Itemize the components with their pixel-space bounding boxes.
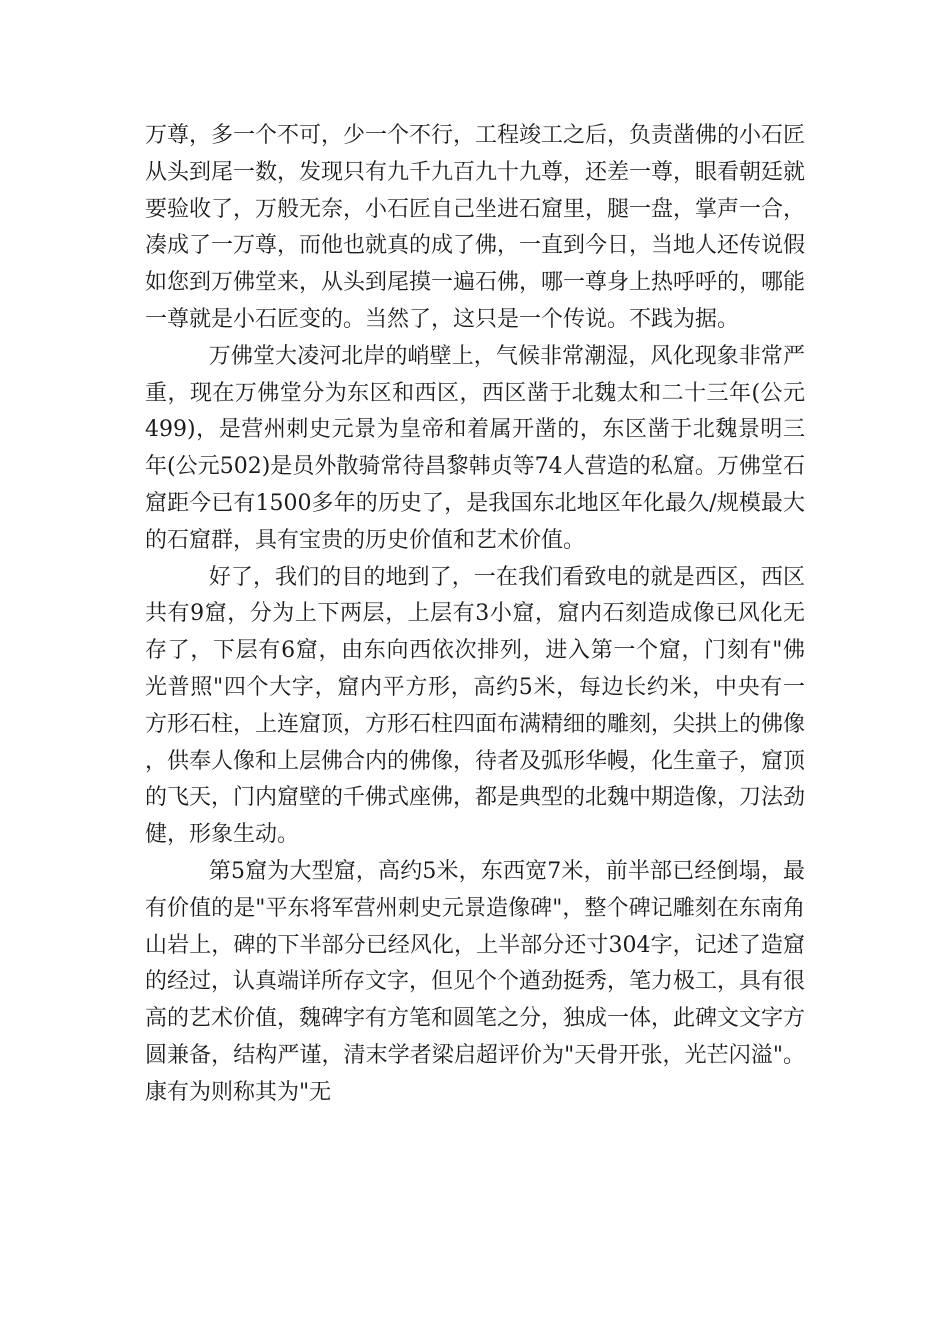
paragraph-west-district: 好了，我们的目的地到了，一在我们看致电的就是西区，西区共有9窟，分为上下两层，上层有3小窟，窟内石刻造成像已风化无存了，下层有6窟，由东向西依次排列，进入第一个窟，门刻有"佛光普照"四个大字，窟内平方形，高约5米，每边长约米，中央有一方形石柱，上连窟顶，方形石柱四面布满精细的雕刻，尖拱上的佛像，供奉人像和上层佛合内的佛像，待者及弧形华幔，化生童子，窟顶的飞天，门内窟壁的千佛式座佛，都是典型的北魏中期造像，刀法劲健，形象生动。 <box>145 564 806 848</box>
paragraph-cave-five-stele: 第5窟为大型窟，高约5米，东西宽7米，前半部已经倒塌，最有价值的是"平东将军营州刺史元景造像碑"，整个碑记雕刻在东南角山岩上，碑的下半部分已经风化，上半部分还寸304字，记述了造窟的经过，认真端详所存文字，但见个个遒劲挺秀，笔力极工，具有很高的艺术价值，魏碑字有方笔和圆笔之分，独成一体，此碑文文字方圆兼备，结构严谨，清末学者梁启超评价为"天骨开张，光芒闪溢"。康有为则称其为"无 <box>145 858 806 1105</box>
paragraph-wanfotang-history: 万佛堂大凌河北岸的峭壁上，气候非常潮湿，风化现象非常严重，现在万佛堂分为东区和西区，西区凿于北魏太和二十三年(公元499)，是营州刺史元景为皇帝和着属开凿的，东区凿于北魏景明三年(公元502)是员外散骑常待昌黎韩贞等74人营造的私窟。万佛堂石窟距今已有1500多年的历史了，是我国东北地区年化最久/规模最大的石窟群，具有宝贵的历史价值和艺术价值。 <box>145 343 805 553</box>
document-page <box>145 118 805 1112</box>
paragraph-legend-continuation: 万尊，多一个不可，少一个不行，工程竣工之后，负责凿佛的小石匠从头到尾一数，发现只有九千九百九十九尊，还差一尊，眼看朝廷就要验收了，万般无奈，小石匠自己坐进石窟里，腿一盘，掌声一合，凑成了一万尊，而他也就真的成了佛，一直到今日，当地人还传说假如您到万佛堂来，从头到尾摸一遍石佛，哪一尊身上热呼呼的，哪能一尊就是小石匠变的。当然了，这只是一个传说。不践为据。 <box>145 123 806 332</box>
